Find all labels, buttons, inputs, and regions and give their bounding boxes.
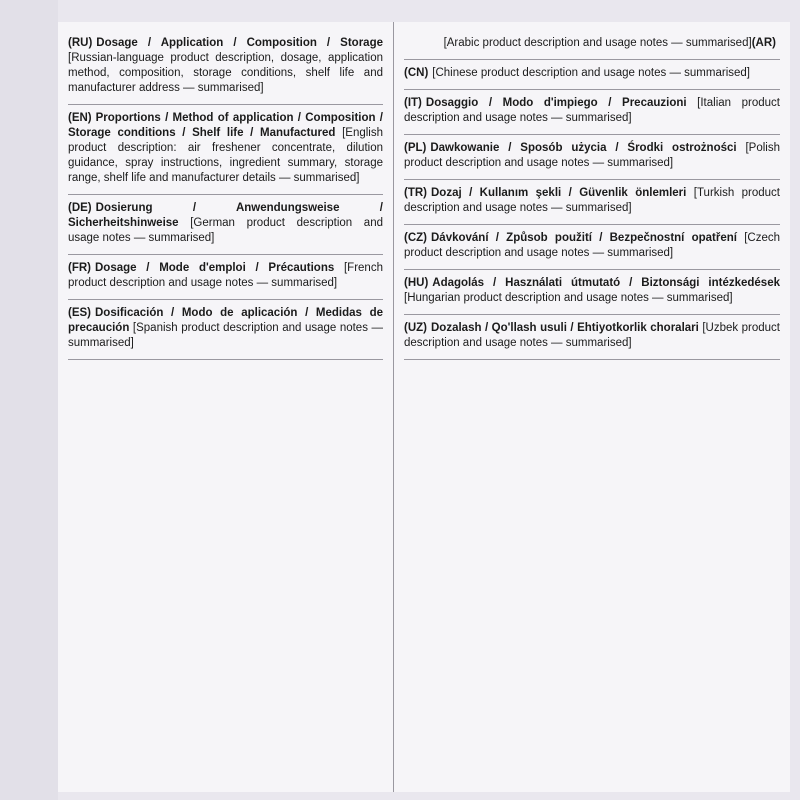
section-body: [Arabic product description and usage notes — summarised] (443, 37, 752, 49)
section-body: [French product description and usage notes — summarised] (68, 262, 383, 289)
label-sheet (58, 22, 790, 792)
language-section (404, 90, 780, 135)
language-section (68, 255, 383, 300)
language-section (404, 270, 780, 315)
field-labels: Dosierung / Anwendungsweise / Sicherheitshinweise (68, 202, 383, 229)
background-strip (0, 0, 58, 800)
language-section (404, 30, 780, 60)
section-body: [English product description: air freshener concentrate, dilution guidance, spray instructions, ingredient summary, storage range, shelf life and manufacturer details — summarised] (68, 127, 384, 184)
field-labels: Dawkowanie / Sposób użycia / Środki ostrożności (430, 142, 737, 154)
language-section (404, 180, 780, 225)
section-body: [German product description and usage notes — summarised] (68, 217, 383, 244)
section-body: [Russian-language product description, dosage, application method, composition, storage conditions, shelf life and manufacturer address — summarised] (68, 52, 383, 94)
language-code: (DE) (68, 202, 92, 214)
language-code: (HU) (404, 277, 429, 289)
language-section (68, 300, 383, 360)
language-code: (RU) (68, 37, 93, 49)
language-code: (FR) (68, 262, 91, 274)
language-code: (CN) (404, 67, 429, 79)
field-labels: Dozaj / Kullanım şekli / Güvenlik önlemleri (431, 187, 687, 199)
language-code: (PL) (404, 142, 427, 154)
field-labels: Adagolás / Használati útmutató / Biztonsági intézkedések (432, 277, 780, 289)
section-body: [Hungarian product description and usage notes — summarised] (404, 292, 733, 304)
section-body: [Polish product description and usage notes — summarised] (404, 142, 780, 169)
language-section (68, 30, 383, 105)
field-labels: Dávkování / Způsob použití / Bezpečnostní opatření (431, 232, 737, 244)
language-section (68, 105, 383, 195)
section-body: [Czech product description and usage notes — summarised] (404, 232, 780, 259)
section-body: [Italian product description and usage notes — summarised] (404, 97, 780, 124)
field-labels: Dosificación / Modo de aplicación / Medidas de precaución (68, 307, 383, 334)
field-labels: Dozalash / Qo'llash usuli / Ehtiyotkorlik choralari (431, 322, 699, 334)
section-body: [Uzbek product description and usage notes — summarised] (404, 322, 780, 349)
section-body: [Turkish product description and usage notes — summarised] (404, 187, 780, 214)
language-code: (TR) (404, 187, 427, 199)
language-section (404, 60, 780, 90)
language-code: (IT) (404, 97, 422, 109)
field-labels: Dosage / Mode d'emploi / Précautions (95, 262, 335, 274)
language-code: (AR) (751, 37, 776, 49)
language-section (404, 225, 780, 270)
section-body: [Spanish product description and usage notes — summarised] (68, 322, 383, 349)
language-section (404, 315, 780, 360)
section-body: [Chinese product description and usage notes — summarised] (432, 67, 750, 79)
left-column (58, 22, 394, 792)
language-code: (UZ) (404, 322, 427, 334)
language-code: (ES) (68, 307, 91, 319)
field-labels: Proportions / Method of application / Composition / Storage conditions / Shelf life / Manufactured (68, 112, 383, 139)
language-code: (EN) (68, 112, 92, 124)
language-section (68, 195, 383, 255)
right-column (394, 22, 790, 792)
field-labels: Dosaggio / Modo d'impiego / Precauzioni (425, 97, 687, 109)
language-section (404, 135, 780, 180)
field-labels: Dosage / Application / Composition / Storage (96, 37, 383, 49)
language-code: (CZ) (404, 232, 427, 244)
